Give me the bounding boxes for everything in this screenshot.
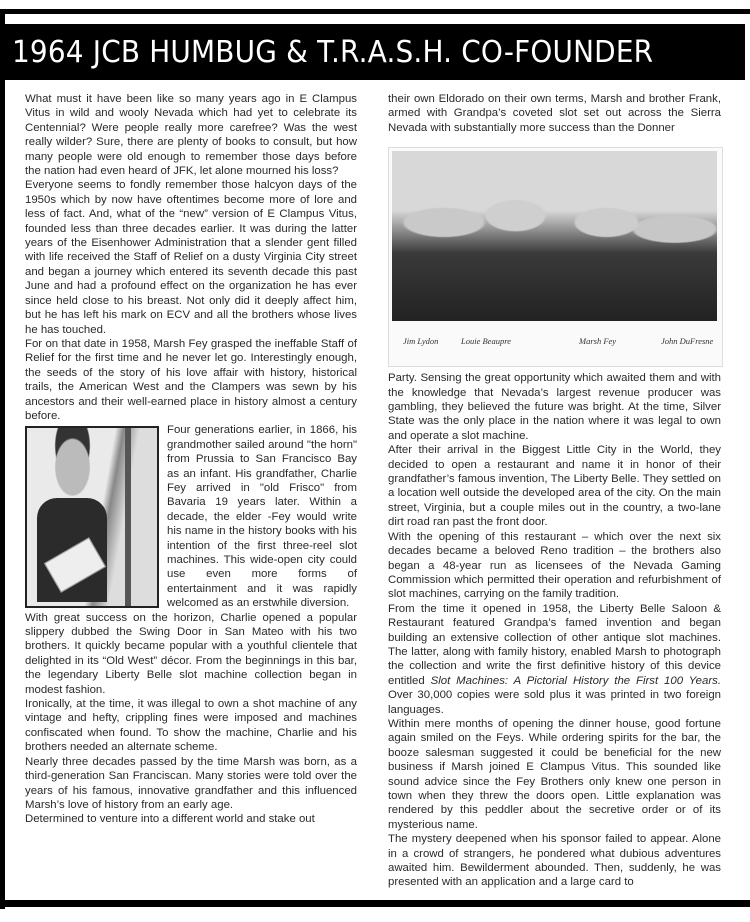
paragraph: Ironically, at the time, it was illegal to own a shot machine of any vintage and hefty, crippling fines were imposed and machines confiscated when found. To show the machine, Charlie and his brothers needed an alternate scheme. bbox=[25, 698, 357, 754]
text: From the time it opened in 1958, the Liberty Belle Saloon & Restaurant featured Grandpa’s famed invention and began building an extensive collection of other antique slot machines. The latter, along with family history, enabled Marsh to photograph the collection and write the first definitive history of this device entitled bbox=[388, 602, 721, 687]
paragraph: After their arrival in the Biggest Little City in the World, they decided to open a restaurant and name it in honor of their grandfather’s famous invention, The Liberty Belle. They settled on a location well outside the developed area of the city. On the main street, Virginia, but a couple miles out in the country, a two-lane dirt road ran past the front door. bbox=[388, 444, 721, 529]
marsh-fey-photo bbox=[25, 426, 159, 608]
top-rule bbox=[0, 9, 750, 14]
paragraph: Nearly three decades passed by the time Marsh was born, as a third-generation San Franciscan. Many stories were told over the years of his famous, innovative grandfather and this influenced Marsh’s love of history from an early age. bbox=[25, 755, 357, 811]
paragraph: Determined to venture into a different world and stake out bbox=[25, 813, 315, 826]
caption-john-dufresne: John DuFresne bbox=[661, 336, 714, 347]
paragraph: For on that date in 1958, Marsh Fey grasped the ineffable Staff of Relief for the first time and he never let go. Interestingly enough, the seeds of the story of his love affair with history, historical trails, the American West and the Clampers was sewn by his ancestors and their well-earned place in history almost a century before. bbox=[25, 337, 357, 422]
photo-captions bbox=[389, 330, 722, 350]
paragraph-book bbox=[388, 602, 721, 717]
left-column bbox=[25, 92, 357, 827]
group-photo bbox=[388, 147, 723, 367]
bottom-frame-border bbox=[0, 900, 750, 907]
paragraph: Party. Sensing the great opportunity which awaited them and with the knowledge that Nevada’s largest revenue producer was gambling, they believed the future was bright. At the time, Silver State was the only place in the nation where it was legal to own and operate a slot machine. bbox=[388, 372, 721, 442]
caption-louie-beaupre: Louie Beaupre bbox=[461, 336, 511, 347]
text: Over 30,000 copies were sold plus it was printed in two foreign languages. bbox=[388, 689, 721, 716]
staff-of-relief bbox=[125, 428, 131, 606]
paragraph: What must it have been like so many years ago in E Clampus Vitus in wild and wooly Nevada which had yet to celebrate its Centennial? Were people really more carefree? Was the west really wilder? Sure, there are plenty of books to consult, but how many people were old enough to remember those days before the nation had even heard of JFK, let alone mourned his loss? bbox=[25, 93, 357, 178]
book-title: Slot Machines: A Pictorial History the First 100 Years. bbox=[430, 674, 721, 687]
paragraph: Everyone seems to fondly remember those halcyon days of the 1950s which by now have oftentimes become more of lore and less of fact. And, what of the “new” version of E Clampus Vitus, founded less than three decades earlier. It was during the latter years of the Eisenhower Administration that a slender gent filled with life received the Staff of Relief on a dusty Virginia City street and began a journey which entered its seventh decade this past June and had a profound effect on the organization he has ever since held close to his breast. Not only did it deeply affect him, but he has left his mark on ECV and all the brothers whose lives he has touched. bbox=[25, 179, 357, 336]
paragraph: Within mere months of opening the dinner house, good fortune again smiled on the Feys. While ordering spirits for the bar, the booze salesman suggested it could be beneficial for the new business if Marsh joined E Clampus Vitus. This sounded like sound advice since the Fey Brothers only knew one person in town when they threw the doors open. Little explanation was rendered by this peddler about the secretive order or of its mysterious name. bbox=[388, 717, 721, 831]
left-frame-border bbox=[0, 14, 5, 909]
caption-jim-lydon: Jim Lydon bbox=[403, 336, 439, 347]
caption-marsh-fey: Marsh Fey bbox=[579, 336, 617, 347]
title-banner bbox=[0, 24, 745, 80]
paragraph: With the opening of this restaurant – which over the next six decades became a beloved Reno tradition – the brothers also began a 48-year run as licensees of the Nevada Gaming Commission which permitted their operation and refurbishment of slot machines, carrying on the family tradition. bbox=[388, 530, 721, 601]
paragraph: their own Eldorado on their own terms, Marsh and brother Frank, armed with Grandpa’s coveted slot set out across the Sierra Nevada with substantially more success than the Donner bbox=[388, 93, 721, 134]
page-title: 1964 JCB HUMBUG & T.R.A.S.H. CO-FOUNDER bbox=[12, 34, 654, 70]
paragraph: With great success on the horizon, Charlie opened a popular slippery dubbed the Swing Door in San Mateo with his two brothers. It quickly became popular with a youthful clientele that delighted in its “Old West” décor. From the beginnings in this bar, the legendary Liberty Belle slot machine collection began in modest fashion. bbox=[25, 611, 357, 696]
right-column bbox=[388, 92, 721, 890]
paragraph: The mystery deepened when his sponsor failed to appear. Alone in a crowd of strangers, he pondered what dubious adventures awaited him. Bewilderment abounded. Then, suddenly, he was presented with an application and a large card to bbox=[388, 833, 721, 889]
paragraph: Four generations earlier, in 1866, his grandmother sailed around "the horn" from Prussia to San Francisco Bay as an infant. His grandfather, Charlie Fey arrived in "old Frisco" from Bavaria 19 years later. Within a decade, the elder -Fey would write his name in the history books with his intention of the first three-reel slot machines. This wide-open city could use even more forms of entertainment and it was rapidly welcomed as an erstwhile diversion. bbox=[167, 424, 357, 610]
group-photo-image bbox=[392, 151, 717, 321]
